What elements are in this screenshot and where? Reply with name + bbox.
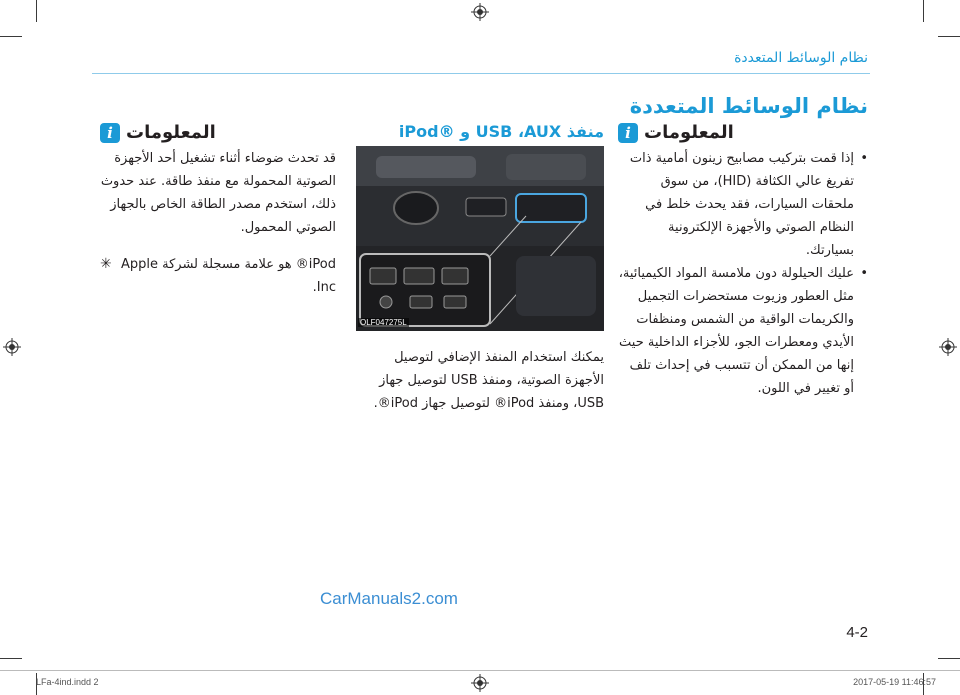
noise-note: قد تحدث ضوضاء أثناء تشغيل أحد الأجهزة الصوتية المحمولة مع منفذ طاقة. عند حدوث ذلك، استخدم مصدر الطاقة الخاص بالجهاز الصوتي المحمول. (100, 151, 336, 235)
info-label: المعلومات (126, 122, 216, 143)
usb-aux-ipod-title: منفذ USB ،AUX و ®iPod (398, 122, 604, 141)
info-icon: i (100, 123, 120, 143)
asterisk-icon: ✳ (100, 256, 112, 272)
info-heading (618, 122, 868, 143)
footer-timestamp: 2017-05-19 11:46:57 (853, 677, 936, 687)
running-header: نظام الوسائط المتعددة (734, 50, 868, 66)
list-item: • إذا قمت بتركيب مصابيح زينون أمامية ذات تفريغ عالي الكثافة (HID)، من سوق ملحقات السيارات، فقد يحدث خلط في النظام الصوتي والأجهزة الإلكترونية بسيارتك. (618, 147, 868, 262)
ports-photo-illustration (356, 146, 604, 331)
trademark-text: iPod® هو علامة مسجلة لشركة Apple Inc. (120, 257, 336, 295)
info-label: المعلومات (644, 122, 734, 143)
info-icon: i (618, 123, 638, 143)
registration-mark-bottom (471, 674, 489, 692)
header-rule (92, 73, 870, 74)
footer-rule (0, 670, 960, 671)
registration-mark-right (939, 338, 957, 356)
list-item: • عليك الحيلولة دون ملامسة المواد الكيميائية، مثل العطور وزيوت مستحضرات التجميل والكريمات الواقية من الشمس ومنظفات الأيدي ومعطرات الجو، للأجزاء الداخلية حيث إنها من الممكن أن تتسبب في إحداث تلف أو تغيير في اللون. (618, 262, 868, 400)
photo-code: OLF047275L (360, 318, 407, 327)
section-title: نظام الوسائط المتعددة (629, 94, 868, 118)
ports-description: يمكنك استخدام المنفذ الإضافي لتوصيل الأجهزة الصوتية، ومنفذ USB لتوصيل جهاز USB، ومنفذ iPod® لتوصيل جهاز iPod®. (373, 350, 604, 411)
registration-mark-left (3, 338, 21, 356)
registration-mark-top (471, 3, 489, 21)
left-column (100, 122, 336, 299)
bullet-list (618, 147, 868, 400)
trademark-note (100, 253, 336, 299)
watermark: CarManuals2.com (320, 589, 458, 608)
info-heading (100, 122, 336, 143)
ports-photo (356, 146, 604, 331)
right-column (618, 122, 868, 400)
footer-file: LFa-4ind.indd 2 (36, 677, 99, 687)
page-number: 4-2 (846, 624, 868, 641)
